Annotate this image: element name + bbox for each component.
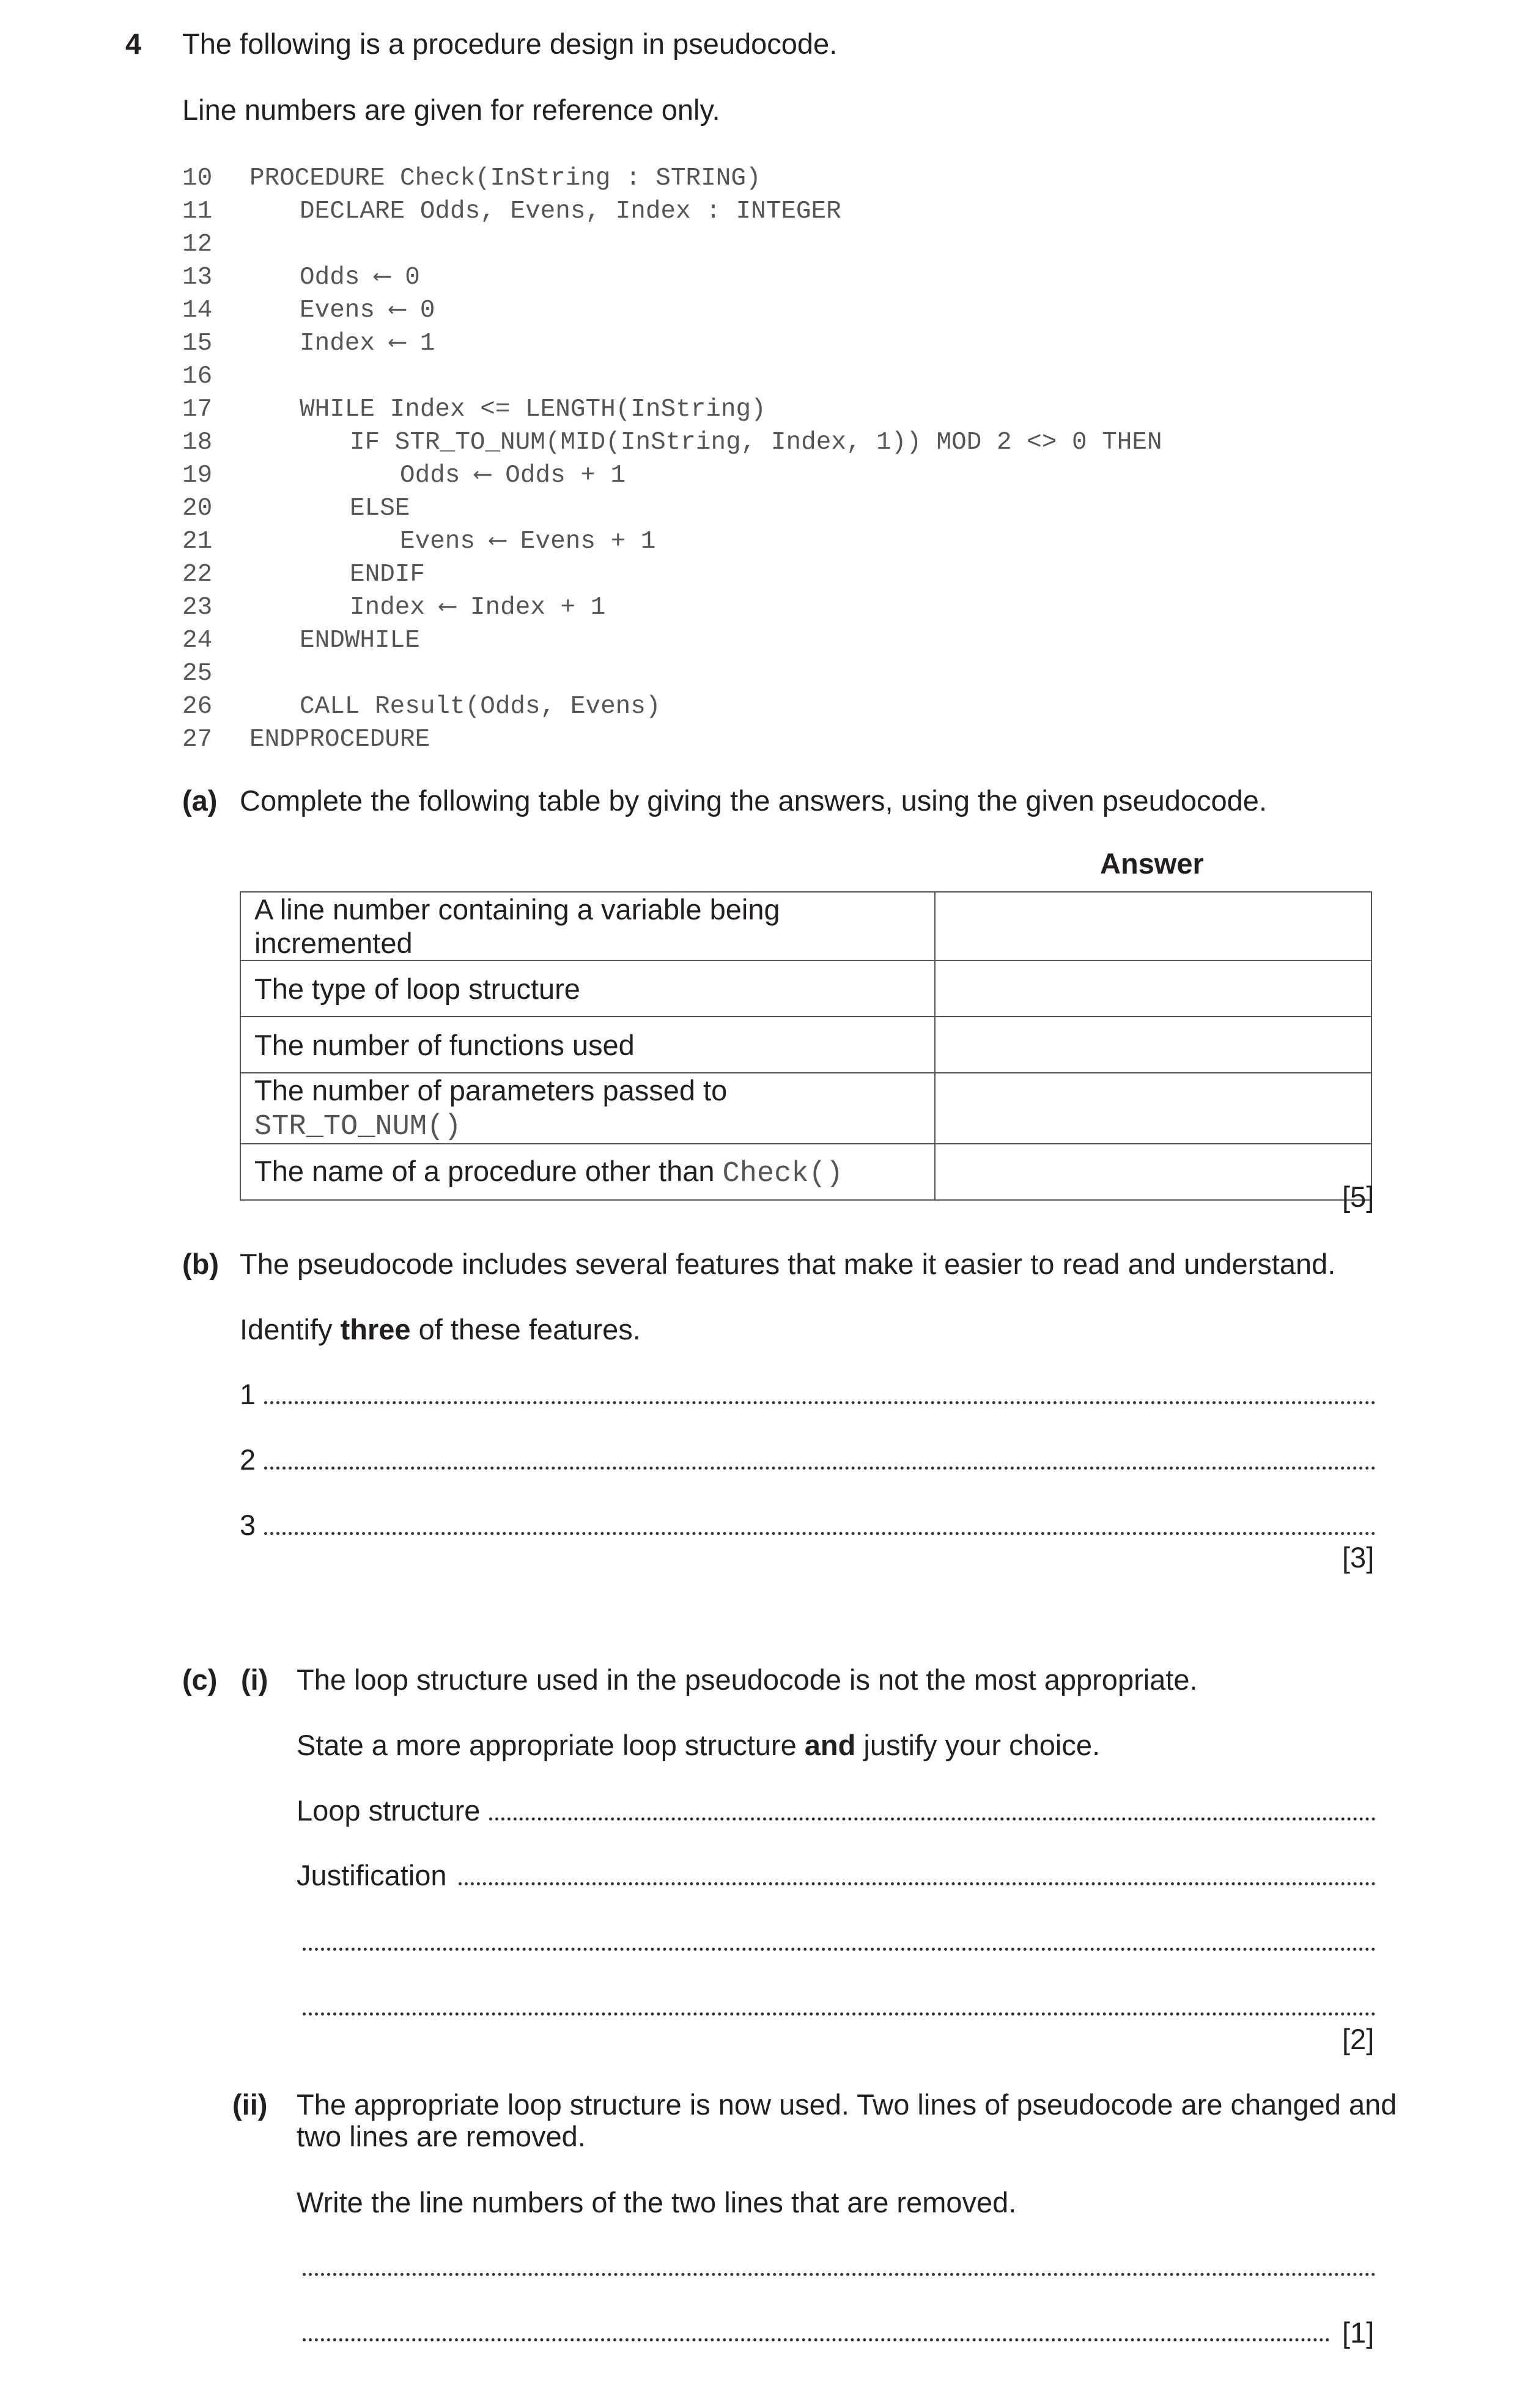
code-line-text: ENDPROCEDURE [249, 726, 430, 754]
part-c-label: (c) [182, 1663, 218, 1696]
code-line-number: 22 [182, 561, 213, 589]
code-line-text: ELSE [350, 495, 410, 523]
code-line-number: 15 [182, 330, 213, 358]
answer-cell[interactable] [935, 1073, 1371, 1144]
part-b-label: (b) [182, 1248, 220, 1280]
answer-cell[interactable] [935, 1144, 1371, 1200]
part-b-marks: [3] [1342, 1541, 1375, 1574]
answer-cell[interactable] [935, 1017, 1371, 1073]
part-b-text: The pseudocode includes several features that make it easier to read and understand. [240, 1248, 1336, 1280]
code-line-text: ENDWHILE [300, 627, 420, 655]
table-row [240, 960, 1371, 1017]
removed-lines-answer-line-1[interactable] [303, 2273, 1376, 2276]
code-line-number: 20 [182, 495, 213, 523]
part-a-label: (a) [182, 784, 218, 817]
part-c-i-text: The loop structure used in the pseudocode is not the most appropriate. [297, 1663, 1198, 1696]
question-cell [240, 892, 935, 960]
question-cell-text: The number of functions used [254, 1028, 635, 1061]
code-line-text: CALL Result(Odds, Evens) [300, 693, 661, 721]
part-b-answer-line-3[interactable] [264, 1532, 1376, 1535]
loop-structure-answer-line[interactable] [489, 1817, 1376, 1821]
justification-answer-line-1[interactable] [459, 1882, 1376, 1885]
question-cell-code: Check() [722, 1157, 843, 1190]
part-c-ii-label: (ii) [232, 2088, 268, 2121]
question-number: 4 [125, 28, 142, 60]
code-line-number: 17 [182, 396, 213, 424]
part-c-ii-instruction: Write the line numbers of the two lines that are removed. [297, 2186, 1017, 2218]
table-row [240, 1073, 1371, 1144]
part-b-instruction: Identify three of these features. [240, 1313, 641, 1346]
part-c-i-label: (i) [241, 1663, 268, 1696]
code-line-number: 24 [182, 627, 213, 655]
question-cell [240, 1017, 935, 1073]
removed-lines-answer-line-2[interactable] [303, 2338, 1330, 2341]
question-cell [240, 1144, 935, 1200]
answer-table [240, 891, 1372, 1201]
code-line-number: 23 [182, 594, 213, 622]
question-cell-text: The type of loop structure [254, 972, 580, 1005]
loop-structure-label: Loop structure [297, 1794, 481, 1827]
code-line-text: Odds ⟵ Odds + 1 [400, 462, 626, 490]
question-note: Line numbers are given for reference only. [182, 94, 720, 126]
code-line-number: 19 [182, 462, 213, 490]
justification-label: Justification [297, 1859, 447, 1891]
code-line-number: 18 [182, 429, 213, 457]
code-line-text: DECLARE Odds, Evens, Index : INTEGER [300, 197, 841, 226]
code-line-text: WHILE Index <= LENGTH(InString) [300, 396, 766, 424]
answer-cell[interactable] [935, 960, 1371, 1017]
question-cell-text: The number of parameters passed to [254, 1074, 728, 1106]
code-line-number: 11 [182, 197, 213, 226]
part-b-answer-line-1[interactable] [264, 1401, 1376, 1404]
code-line-number: 27 [182, 726, 213, 754]
code-line-text: Evens ⟵ 0 [300, 296, 435, 325]
code-line-text: Index ⟵ 1 [300, 330, 435, 358]
part-c-ii-text-line-1: The appropriate loop structure is now used. Two lines of pseudocode are changed and [297, 2088, 1397, 2121]
question-cell [240, 960, 935, 1017]
code-line-text: Evens ⟵ Evens + 1 [400, 528, 656, 556]
code-line-text: ENDIF [350, 561, 426, 589]
table-row [240, 1017, 1371, 1073]
answer-column-header: Answer [1100, 847, 1204, 880]
justification-answer-line-3[interactable] [303, 2012, 1376, 2016]
part-c-ii-text-line-2: two lines are removed. [297, 2120, 586, 2152]
code-line-text: Odds ⟵ 0 [300, 263, 420, 292]
answer-cell[interactable] [935, 892, 1371, 960]
code-line-number: 12 [182, 230, 213, 259]
part-a-marks: [5] [1342, 1180, 1375, 1213]
code-line-number: 14 [182, 296, 213, 325]
part-c-i-instruction: State a more appropriate loop structure and justify your choice. [297, 1729, 1101, 1761]
code-line-number: 10 [182, 164, 213, 193]
part-b-answer-line-2[interactable] [264, 1467, 1376, 1470]
code-line-text: Index ⟵ Index + 1 [350, 594, 606, 622]
code-line-number: 16 [182, 363, 213, 391]
part-b-item-number: 1 [240, 1378, 256, 1410]
code-line-number: 25 [182, 660, 213, 688]
code-line-text: PROCEDURE Check(InString : STRING) [249, 164, 761, 193]
question-cell-code: STR_TO_NUM() [254, 1111, 462, 1143]
part-b-item-number: 3 [240, 1509, 256, 1541]
code-line-text: IF STR_TO_NUM(MID(InString, Index, 1)) MOD 2 <> 0 THEN [350, 429, 1162, 457]
table-row [240, 1144, 1371, 1200]
question-cell-text: A line number containing a variable being incremented [254, 893, 780, 959]
table-row [240, 892, 1371, 960]
question-cell [240, 1073, 935, 1144]
part-b-item-number: 2 [240, 1443, 256, 1476]
part-c-i-marks: [2] [1342, 2023, 1375, 2055]
code-line-number: 26 [182, 693, 213, 721]
part-c-ii-marks: [1] [1342, 2316, 1375, 2349]
part-a-text: Complete the following table by giving the answers, using the given pseudocode. [240, 784, 1267, 817]
question-cell-text: The name of a procedure other than [254, 1154, 723, 1187]
justification-answer-line-2[interactable] [303, 1948, 1376, 1951]
code-line-number: 21 [182, 528, 213, 556]
question-intro: The following is a procedure design in pseudocode. [182, 28, 838, 60]
code-line-number: 13 [182, 263, 213, 292]
